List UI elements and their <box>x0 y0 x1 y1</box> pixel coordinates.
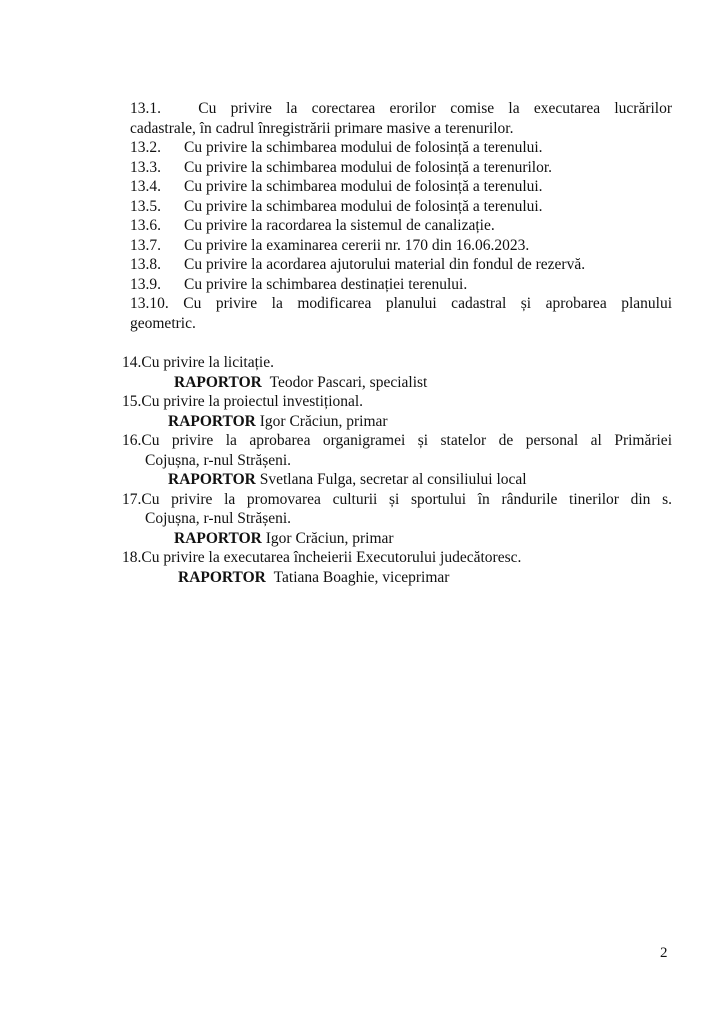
list-item <box>122 236 672 256</box>
item-text: Cu privire la acordarea ajutorului material din fondul de rezervă. <box>184 256 586 273</box>
page-number: 2 <box>660 945 668 961</box>
item-text-continuation: Cojușna, r-nul Strășeni. <box>145 510 292 527</box>
agenda-item <box>122 490 672 549</box>
list-item <box>122 216 672 236</box>
reporter-line <box>122 470 672 490</box>
item-number: 15. <box>122 393 142 410</box>
item-number: 13.3. <box>130 158 161 176</box>
list-item <box>122 99 672 138</box>
item-text: Cu privire la executarea încheierii Executorului judecătoresc. <box>141 549 522 566</box>
item-number: 13.9. <box>130 275 161 293</box>
list-item <box>122 158 672 178</box>
item-number: 13.7. <box>130 236 161 254</box>
item-text: Cu privire la schimbarea modului de folosință a terenului. <box>184 178 543 195</box>
list-item <box>122 294 672 333</box>
sub-items-list <box>122 99 672 333</box>
reporter-label: RAPORTOR <box>178 568 266 586</box>
reporter-name: Igor Crăciun, primar <box>259 412 388 430</box>
item-text: Cu privire la corectarea erorilor comise la executarea lucrărilor <box>198 100 673 117</box>
item-number: 13.10. <box>130 295 169 312</box>
item-text: Cu privire la schimbarea modului de folosință a terenurilor. <box>184 158 553 176</box>
reporter-label: RAPORTOR <box>174 529 262 547</box>
list-item <box>122 138 672 158</box>
item-number: 13.1. <box>130 100 161 117</box>
item-text: Cu privire la proiectul investițional. <box>141 393 364 410</box>
item-text-continuation: Cojușna, r-nul Strășeni. <box>145 451 292 469</box>
item-number: 14. <box>122 354 142 371</box>
item-number: 13.2. <box>130 139 161 156</box>
reporter-line <box>122 568 672 588</box>
agenda-item <box>122 548 672 587</box>
item-number: 13.4. <box>130 178 161 195</box>
item-number: 16. <box>122 432 142 449</box>
item-number: 18. <box>122 549 142 566</box>
item-text: Cu privire la examinarea cererii nr. 170 din 16.06.2023. <box>184 236 530 254</box>
reporter-name: Teodor Pascari, specialist <box>269 373 428 391</box>
item-number: 13.5. <box>130 197 161 215</box>
item-text: Cu privire la schimbarea modului de folosință a terenului. <box>184 139 543 156</box>
reporter-line <box>122 529 672 549</box>
list-item <box>122 275 672 295</box>
reporter-label: RAPORTOR <box>168 412 256 430</box>
reporter-name: Igor Crăciun, primar <box>265 529 394 547</box>
agenda-item <box>122 431 672 490</box>
item-text-continuation: cadastrale, în cadrul înregistrării primare masive a terenurilor. <box>130 119 514 137</box>
item-text: Cu privire la schimbarea destinației terenului. <box>184 275 468 293</box>
reporter-name: Svetlana Fulga, secretar al consiliului local <box>259 471 527 488</box>
item-text: Cu privire la schimbarea modului de folosință a terenului. <box>184 197 543 215</box>
agenda-item <box>122 392 672 431</box>
item-text: Cu privire la licitație. <box>141 354 274 371</box>
item-text: Cu privire la racordarea la sistemul de canalizație. <box>184 217 495 234</box>
list-item <box>122 197 672 217</box>
reporter-line <box>122 373 672 393</box>
reporter-name: Tatiana Boaghie, viceprimar <box>273 568 450 586</box>
item-text: Cu privire la promovarea culturii și sportului în rândurile tinerilor din s. <box>141 490 672 508</box>
item-text: Cu privire la modificarea planului cadastral și aprobarea planului <box>183 295 672 312</box>
item-number: 13.8. <box>130 256 161 273</box>
reporter-label: RAPORTOR <box>168 471 256 488</box>
item-number: 17. <box>122 490 142 508</box>
list-item <box>122 255 672 275</box>
reporter-line <box>122 412 672 432</box>
item-text: Cu privire la aprobarea organigramei și statelor de personal al Primăriei <box>141 432 672 449</box>
item-text-continuation: geometric. <box>130 314 196 332</box>
main-items-list <box>122 353 672 587</box>
agenda-item <box>122 353 672 392</box>
reporter-label: RAPORTOR <box>174 373 262 391</box>
list-item <box>122 177 672 197</box>
item-number: 13.6. <box>130 217 161 234</box>
